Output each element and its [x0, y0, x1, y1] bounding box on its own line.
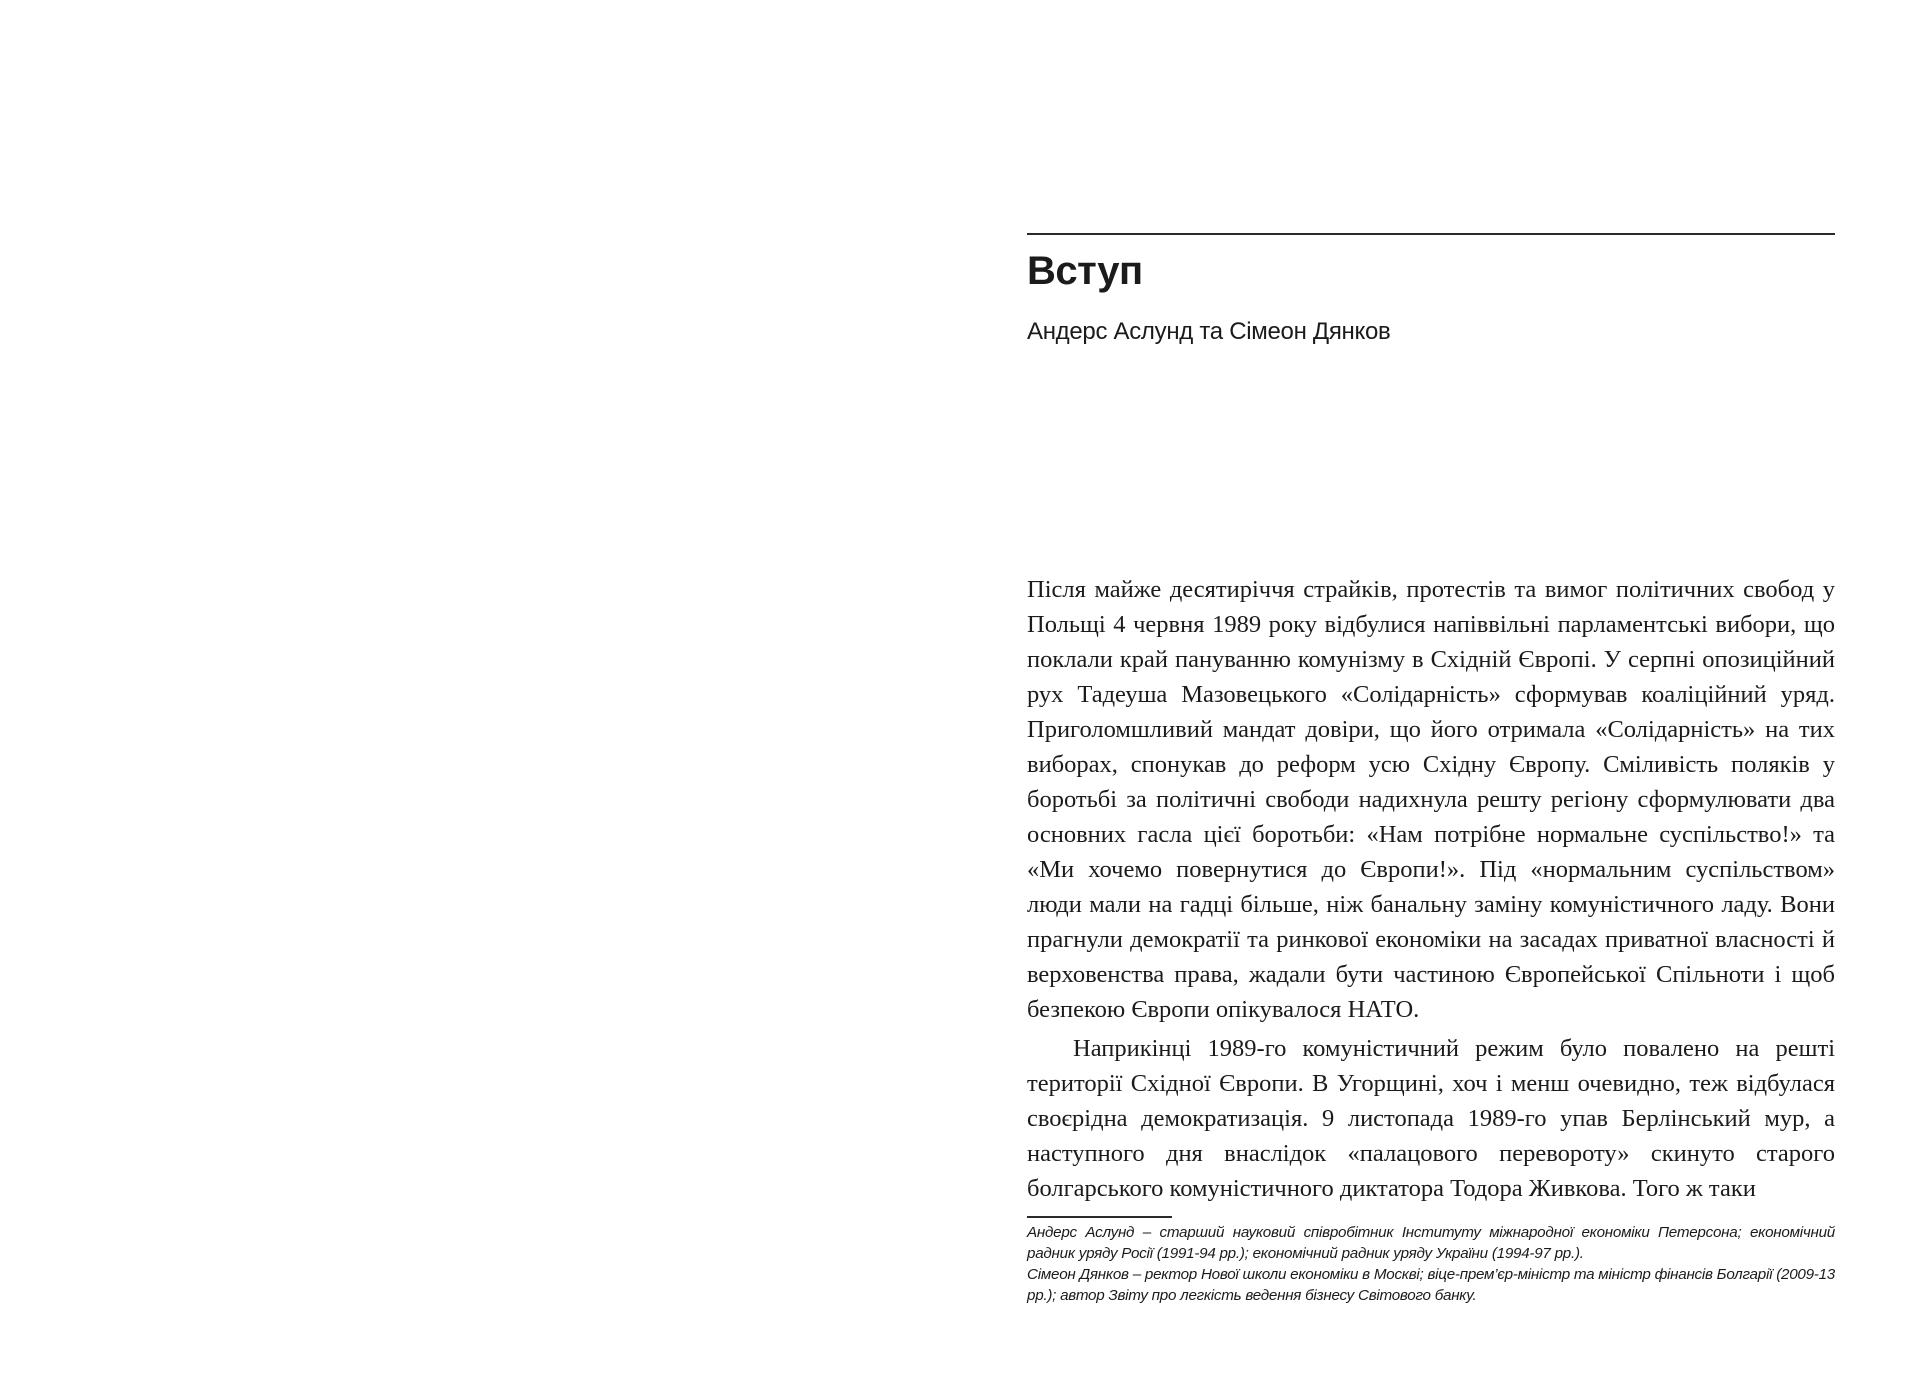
footnote-djankov: Сімеон Дянков – ректор Нової школи економіки в Москві; віце-прем’єр-міністр та міністр фінансів Болгарії (2009-13 рр.); автор Звіту про легкість ведення бізнесу Світового банку.: [1027, 1266, 1835, 1304]
body-paragraph-2: Наприкінці 1989-го комуністичний режим було повалено на решті території Східної Європи. В Угорщині, хоч і менш очевидно, теж відбулася своєрідна демократизація. 9 листопада 1989-го упав Берлінський мур, а наступного дня внаслідок «палацового перевороту» скинуто старого болгарського комуністичного диктатора Тодора Живкова. Того ж таки: [1027, 1035, 1835, 1202]
chapter-header: [1027, 233, 1835, 347]
chapter-authors: Андерс Аслунд та Сімеон Дянков: [1027, 318, 1391, 345]
footnote-aslund: Андерс Аслунд – старший науковий співробітник Інституту міжнародної економіки Петерсона; економічний радник уряду Росії (1991-94 рр.); економічний радник уряду України (1994-97 рр.).: [1027, 1224, 1835, 1262]
footnote-rule: [1027, 1216, 1172, 1218]
body-text: [1027, 572, 1835, 1206]
footnotes: [1027, 1222, 1835, 1306]
body-paragraph-1: Після майже десятиріччя страйків, протестів та вимог політичних свобод у Польщі 4 червня 1989 року відбулися напіввільні парламентські вибори, що поклали край пануванню комунізму в Східній Європі. У серпні опозиційний рух Тадеуша Мазовецького «Солідарність» сформував коаліційний уряд. Приголомшливий мандат довіри, що його отримала «Солідарність» на тих виборах, спонукав до реформ усю Східну Європу. Сміливість поляків у боротьбі за політичні свободи надихнула решту регіону сформулювати два основних гасла цієї боротьби: «Нам потрібне нормальне суспільство!» та «Ми хочемо повернутися до Європи!». Під «нормальним суспільством» люди мали на гадці більше, ніж банальну заміну комуністичного ладу. Вони прагнули демократії та ринкової економіки на засадах приватної власності й верховенства права, жадали бути частиною Європейської Спільноти і щоб безпекою Європи опікувалося НАТО.: [1027, 576, 1835, 1023]
header-rule: [1027, 233, 1835, 235]
chapter-title: Вступ: [1027, 249, 1143, 293]
